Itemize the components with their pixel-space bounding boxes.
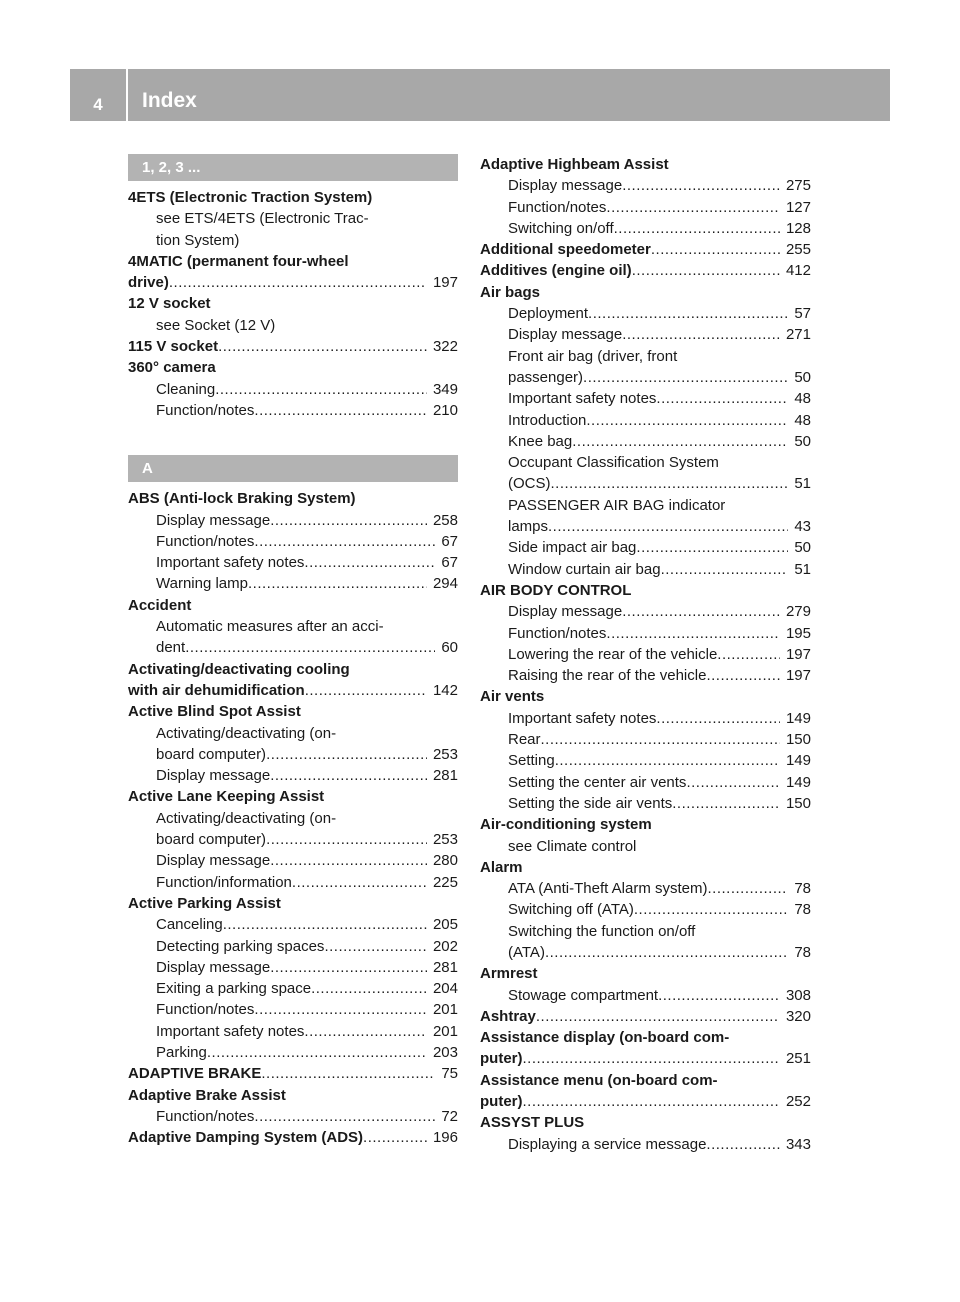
dot-leader (651, 239, 780, 260)
entry-text: Rear (508, 731, 541, 749)
page-reference[interactable]: 202 (432, 937, 458, 955)
entry-text: Knee bag (508, 432, 573, 450)
page-reference[interactable]: 322 (432, 338, 458, 356)
page-reference[interactable]: 280 (432, 852, 458, 870)
index-subentry (480, 367, 811, 388)
page-reference[interactable]: 201 (432, 1001, 458, 1019)
entry-text: Additional speedometer (480, 241, 651, 259)
entry-text: board computer) (156, 831, 267, 849)
index-subentry: Activating/deactivating (on- (156, 724, 337, 742)
page-reference[interactable]: 51 (794, 475, 811, 493)
page-reference[interactable]: 78 (794, 943, 811, 961)
index-subentry (480, 899, 811, 920)
dot-leader (185, 637, 435, 658)
dot-leader (266, 744, 427, 765)
index-entry: 4MATIC (permanent four-wheel (128, 252, 349, 270)
dot-leader (254, 400, 427, 421)
entry-text: Function/notes (156, 1001, 255, 1019)
index-subentry (480, 537, 811, 558)
entry-text: Display message (508, 326, 623, 344)
entry-text: Setting the side air vents (508, 794, 673, 812)
index-subentry (128, 637, 458, 658)
index-entry (480, 1048, 811, 1069)
page-reference[interactable]: 149 (785, 752, 811, 770)
entry-text: Introduction (508, 411, 587, 429)
entry-text: Stowage compartment (508, 986, 659, 1004)
index-subentry (128, 936, 458, 957)
page-reference[interactable]: 127 (785, 198, 811, 216)
page-reference[interactable]: 72 (441, 1107, 458, 1125)
page-reference[interactable]: 308 (785, 986, 811, 1004)
dot-leader (270, 850, 427, 871)
entry-text: Ashtray (480, 1007, 536, 1025)
dot-leader (614, 218, 780, 239)
index-entry: Adaptive Highbeam Assist (480, 156, 669, 173)
page-reference[interactable]: 343 (785, 1135, 811, 1153)
entry-text: Function/notes (508, 624, 607, 642)
index-entry: Assistance display (on-board com- (480, 1029, 730, 1047)
entry-text: Important safety notes (156, 1022, 305, 1040)
page-reference[interactable]: 281 (432, 767, 458, 785)
index-subentry (480, 175, 811, 196)
page-reference[interactable]: 412 (785, 262, 811, 280)
entry-text: Display message (508, 603, 623, 621)
entry-text: Raising the rear of the vehicle (508, 667, 707, 685)
page-reference[interactable]: 201 (432, 1022, 458, 1040)
index-subentry (480, 708, 811, 729)
dot-leader (270, 765, 427, 786)
index-subentry (128, 872, 458, 893)
index-subentry: Occupant Classification System (508, 454, 719, 472)
index-subentry (128, 552, 458, 573)
entry-text: ADAPTIVE BRAKE (128, 1065, 262, 1083)
dot-leader (551, 473, 789, 494)
entry-text: Function/notes (156, 532, 255, 550)
index-subentry (480, 601, 811, 622)
page-reference[interactable]: 150 (785, 794, 811, 812)
index-entry (480, 260, 811, 281)
dot-leader (311, 978, 427, 999)
page-reference[interactable]: 142 (432, 681, 458, 699)
index-entry: Active Parking Assist (128, 894, 281, 912)
entry-text: Function/notes (508, 198, 607, 216)
header-divider (126, 69, 128, 121)
page-header (70, 69, 890, 121)
page-reference[interactable]: 50 (794, 539, 811, 557)
entry-text: dent (156, 639, 186, 657)
entry-text: drive) (128, 274, 169, 292)
index-entry: Air vents (480, 688, 545, 706)
entry-text: puter) (480, 1093, 523, 1111)
index-subentry (480, 729, 811, 750)
page-reference[interactable]: 48 (794, 411, 811, 429)
page-reference[interactable]: 253 (432, 831, 458, 849)
dot-leader (215, 379, 427, 400)
index-entry: Assistance menu (on-board com- (480, 1071, 718, 1089)
index-entry (480, 239, 811, 260)
entry-text: Display message (156, 511, 271, 529)
index-subentry (128, 510, 458, 531)
entry-text: 115 V socket (128, 338, 219, 356)
page-reference[interactable]: 50 (794, 368, 811, 386)
dot-leader (632, 260, 780, 281)
entry-text: Important safety notes (508, 709, 657, 727)
dot-leader (588, 303, 788, 324)
page-reference[interactable]: 251 (785, 1050, 811, 1068)
entry-text: Deployment (508, 305, 589, 323)
entry-text: Cleaning (156, 380, 216, 398)
index-subentry: Front air bag (driver, front (508, 347, 678, 365)
index-subentry (480, 1134, 811, 1155)
dot-leader (223, 914, 427, 935)
index-subentry (480, 623, 811, 644)
index-subentry: see Climate control (508, 837, 637, 855)
page-reference[interactable]: 196 (432, 1129, 458, 1147)
page-reference[interactable]: 195 (785, 624, 811, 642)
entry-text: Exiting a parking space (156, 980, 312, 998)
index-subentry: Automatic measures after an acci- (156, 618, 384, 636)
dot-leader (254, 999, 427, 1020)
index-subentry (128, 957, 458, 978)
entry-text: Display message (156, 852, 271, 870)
dot-leader (523, 1048, 780, 1069)
page-reference[interactable]: 75 (441, 1065, 458, 1083)
dot-leader (270, 510, 427, 531)
page-reference[interactable]: 67 (441, 532, 458, 550)
index-subentry (128, 914, 458, 935)
dot-leader (266, 829, 427, 850)
dot-leader (548, 516, 788, 537)
index-subentry: tion System) (156, 231, 240, 249)
entry-text: with air dehumidification (128, 681, 305, 699)
page-reference[interactable]: 50 (794, 432, 811, 450)
index-entry: Alarm (480, 858, 523, 876)
page-reference[interactable]: 57 (794, 305, 811, 323)
entry-text: lamps (508, 518, 549, 536)
entry-text: Function/notes (156, 1107, 255, 1125)
page-reference[interactable]: 149 (785, 709, 811, 727)
index-subentry (128, 531, 458, 552)
index-subentry (480, 665, 811, 686)
entry-text: puter) (480, 1050, 523, 1068)
index-entry: 4ETS (Electronic Traction System) (128, 189, 373, 206)
entry-text: Setting (508, 752, 555, 770)
dot-leader (305, 680, 427, 701)
index-entry (128, 272, 458, 293)
entry-text: Function/notes (156, 401, 255, 419)
index-entry: Adaptive Brake Assist (128, 1086, 286, 1104)
page-reference[interactable]: 205 (432, 916, 458, 934)
page-reference[interactable]: 294 (432, 575, 458, 593)
index-subentry (480, 644, 811, 665)
index-entry (480, 1006, 811, 1027)
page-reference[interactable]: 210 (432, 401, 458, 419)
entry-text: Display message (156, 767, 271, 785)
entry-text: (ATA) (508, 943, 545, 961)
dot-leader (672, 793, 780, 814)
dot-leader (169, 272, 427, 293)
index-subentry (480, 473, 811, 494)
dot-leader (586, 410, 788, 431)
entry-text: Display message (156, 958, 271, 976)
page-reference[interactable]: 197 (785, 667, 811, 685)
dot-leader (555, 750, 780, 771)
dot-leader (207, 1042, 427, 1063)
entry-text: Function/information (156, 873, 292, 891)
index-subentry (480, 431, 811, 452)
index-subentry (128, 744, 458, 765)
dot-leader (218, 336, 427, 357)
index-subentry: see Socket (12 V) (156, 316, 276, 334)
page-reference[interactable]: 279 (785, 603, 811, 621)
page-reference[interactable]: 255 (785, 241, 811, 259)
entry-text: Window curtain air bag (508, 560, 661, 578)
index-subentry (128, 1042, 458, 1063)
page-reference[interactable]: 281 (432, 958, 458, 976)
index-subentry (128, 379, 458, 400)
entry-text: Important safety notes (156, 554, 305, 572)
entry-text: Side impact air bag (508, 539, 637, 557)
dot-leader (706, 665, 780, 686)
index-entry: Air bags (480, 283, 541, 301)
index-subentry (480, 303, 811, 324)
index-entry: Active Lane Keeping Assist (128, 788, 325, 806)
dot-leader (622, 324, 780, 345)
index-entry (128, 1063, 458, 1084)
index-entry (128, 680, 458, 701)
dot-leader (254, 531, 435, 552)
index-subentry (128, 829, 458, 850)
dot-leader (523, 1091, 780, 1112)
index-entry: Activating/deactivating cooling (128, 660, 350, 678)
index-subentry (480, 516, 811, 537)
entry-text: Setting the center air vents (508, 773, 687, 791)
index-subentry (128, 850, 458, 871)
page-reference[interactable]: 203 (432, 1043, 458, 1061)
dot-leader (324, 936, 427, 957)
page-reference[interactable]: 51 (794, 560, 811, 578)
page-reference[interactable]: 197 (785, 645, 811, 663)
page-reference[interactable]: 252 (785, 1093, 811, 1111)
entry-text: board computer) (156, 745, 267, 763)
index-subentry (480, 388, 811, 409)
dot-leader (717, 644, 780, 665)
index-subentry (480, 772, 811, 793)
entry-text: Display message (508, 177, 623, 195)
entry-text: passenger) (508, 368, 584, 386)
page-reference[interactable]: 253 (432, 745, 458, 763)
entry-text: Canceling (156, 916, 223, 934)
entry-text: Lowering the rear of the vehicle (508, 645, 718, 663)
index-entry: 360° camera (128, 359, 216, 377)
entry-text: Adaptive Damping System (ADS) (128, 1129, 364, 1147)
index-subentry (128, 765, 458, 786)
dot-leader (572, 431, 788, 452)
dot-leader (686, 772, 780, 793)
dot-leader (536, 1006, 780, 1027)
dot-leader (656, 708, 780, 729)
page-reference[interactable]: 320 (785, 1007, 811, 1025)
page-reference[interactable]: 349 (432, 380, 458, 398)
index-subentry: Activating/deactivating (on- (156, 809, 337, 827)
section-header: 1, 2, 3 ... (128, 154, 458, 181)
page-reference[interactable]: 225 (432, 873, 458, 891)
entry-text: Warning lamp (156, 575, 248, 593)
index-subentry (480, 197, 811, 218)
index-entry: Accident (128, 596, 192, 614)
page-reference[interactable]: 67 (441, 554, 458, 572)
dot-leader (707, 878, 788, 899)
page-reference[interactable]: 78 (794, 880, 811, 898)
index-subentry (480, 878, 811, 899)
dot-leader (606, 197, 780, 218)
index-subentry (128, 400, 458, 421)
index-entry: ABS (Anti-lock Braking System) (128, 490, 356, 508)
dot-leader (661, 559, 789, 580)
page-reference[interactable]: 48 (794, 390, 811, 408)
dot-leader (261, 1063, 435, 1084)
index-subentry: Switching the function on/off (508, 922, 696, 940)
page-reference[interactable]: 150 (785, 731, 811, 749)
dot-leader (706, 1134, 780, 1155)
section-header: A (128, 455, 458, 482)
dot-leader (248, 573, 427, 594)
index-subentry (128, 978, 458, 999)
dot-leader (622, 175, 780, 196)
index-subentry (128, 573, 458, 594)
index-subentry (128, 1021, 458, 1042)
index-subentry (480, 942, 811, 963)
index-entry: AIR BODY CONTROL (480, 581, 632, 599)
index-subentry (480, 793, 811, 814)
section-gap (128, 421, 458, 455)
dot-leader (656, 388, 788, 409)
index-subentry (480, 324, 811, 345)
index-entry: Active Blind Spot Assist (128, 703, 301, 721)
entry-text: (OCS) (508, 475, 551, 493)
entry-text: Switching off (ATA) (508, 901, 634, 919)
entry-text: Detecting parking spaces (156, 937, 325, 955)
page-reference[interactable]: 197 (432, 274, 458, 292)
index-column-right (480, 154, 811, 1155)
dot-leader (606, 623, 780, 644)
index-subentry (480, 559, 811, 580)
index-subentry (480, 750, 811, 771)
dot-leader (304, 1021, 427, 1042)
index-entry: Armrest (480, 965, 538, 983)
index-subentry (128, 1106, 458, 1127)
page-reference[interactable]: 271 (785, 326, 811, 344)
index-entry: Air-conditioning system (480, 816, 652, 834)
page-reference[interactable]: 204 (432, 980, 458, 998)
entry-text: Displaying a service message (508, 1135, 707, 1153)
index-subentry (480, 410, 811, 431)
index-column-left (128, 154, 458, 1148)
dot-leader (583, 367, 788, 388)
page-reference[interactable]: 78 (794, 901, 811, 919)
entry-text: Switching on/off (508, 219, 614, 237)
page-number: 4 (93, 95, 103, 114)
dot-leader (292, 872, 427, 893)
index-subentry (480, 985, 811, 1006)
dot-leader (636, 537, 788, 558)
dot-leader (622, 601, 780, 622)
page-reference[interactable]: 43 (794, 518, 811, 536)
page-reference[interactable]: 275 (785, 177, 811, 195)
dot-leader (363, 1127, 427, 1148)
dot-leader (545, 942, 788, 963)
dot-leader (634, 899, 788, 920)
index-subentry (480, 218, 811, 239)
entry-text: Parking (156, 1043, 207, 1061)
index-entry (128, 336, 458, 357)
page-reference[interactable]: 258 (432, 511, 458, 529)
dot-leader (254, 1106, 435, 1127)
dot-leader (658, 985, 780, 1006)
page-reference[interactable]: 60 (441, 639, 458, 657)
index-subentry: PASSENGER AIR BAG indicator (508, 496, 726, 514)
entry-text: ATA (Anti-Theft Alarm system) (508, 880, 708, 898)
dot-leader (541, 729, 780, 750)
page-title: Index (142, 89, 197, 112)
index-entry: ASSYST PLUS (480, 1114, 585, 1132)
index-subentry (128, 999, 458, 1020)
page-reference[interactable]: 128 (785, 219, 811, 237)
index-entry: 12 V socket (128, 295, 211, 313)
index-entry (480, 1091, 811, 1112)
entry-text: Additives (engine oil) (480, 262, 632, 280)
index-subentry: see ETS/4ETS (Electronic Trac- (156, 210, 369, 228)
entry-text: Important safety notes (508, 390, 657, 408)
index-entry (128, 1127, 458, 1148)
dot-leader (304, 552, 435, 573)
dot-leader (270, 957, 427, 978)
page-reference[interactable]: 149 (785, 773, 811, 791)
